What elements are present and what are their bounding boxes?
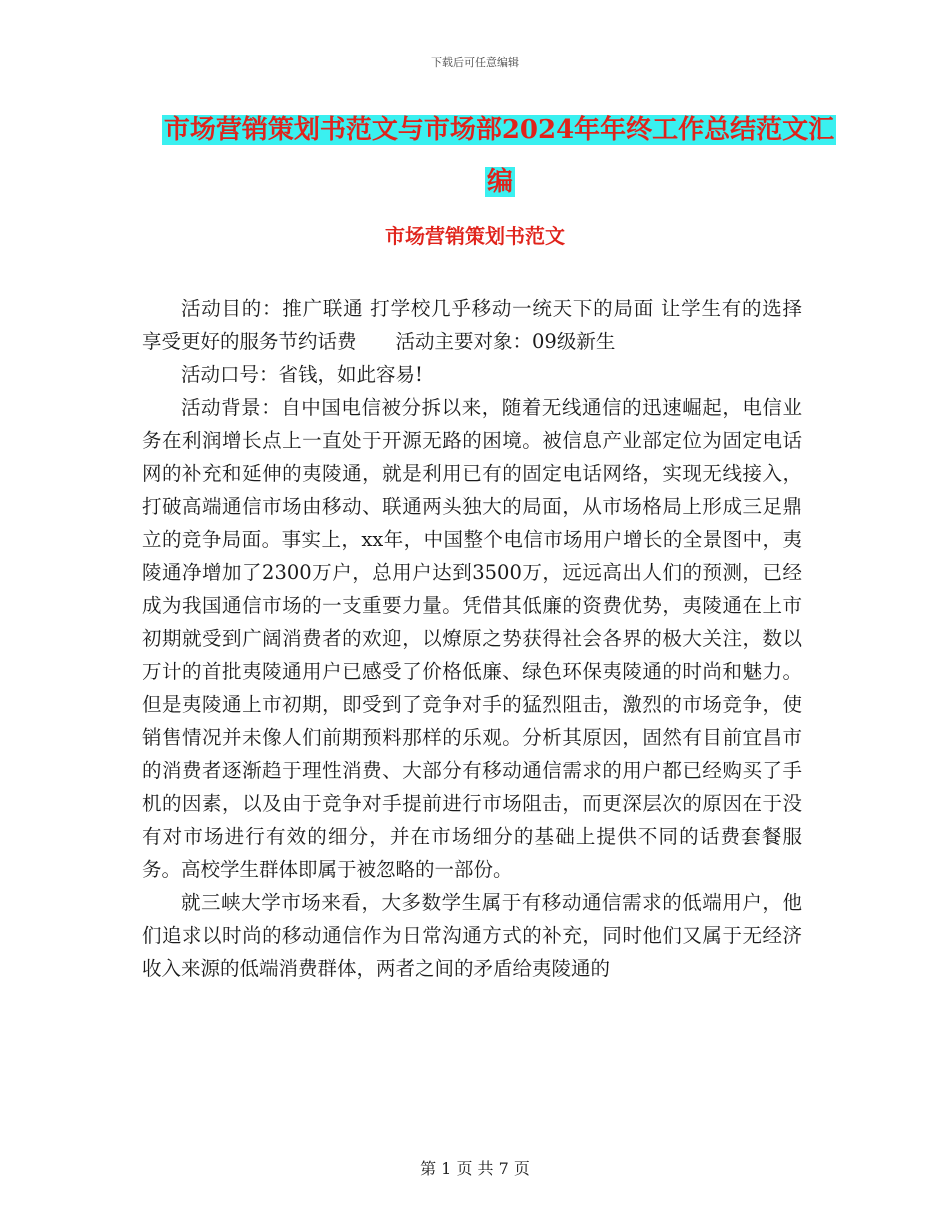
body-text [142, 292, 802, 985]
paragraph: 活动背景：自中国电信被分拆以来，随着无线通信的迅速崛起，电信业务在利润增长点上一直处于开源无路的困境。被信息产业部定位为固定电话网的补充和延伸的夷陵通，就是利用已有的固定电话网络，实现无线接入，打破高端通信市场由移动、联通两头独大的局面，从市场格局上形成三足鼎立的竞争局面。事实上，xx年，中国整个电信市场用户增长的全景图中，夷陵通净增加了2300万户，总用户达到3500万，远远高出人们的预测，已经成为我国通信市场的一支重要力量。凭借其低廉的资费优势，夷陵通在上市初期就受到广阔消费者的欢迎，以燎原之势获得社会各界的极大关注，数以万计的首批夷陵通用户已感受了价格低廉、绿色环保夷陵通的时尚和魅力。但是夷陵通上市初期，即受到了竞争对手的猛烈阻击，激烈的市场竞争，使销售情况并未像人们前期预料那样的乐观。分析其原因，固然有目前宜昌市的消费者逐渐趋于理性消费、大部分有移动通信需求的用户都已经购买了手机的因素，以及由于竞争对手提前进行市场阻击，而更深层次的原因在于没有对市场进行有效的细分，并在市场细分的基础上提供不同的话费套餐服务。高校学生群体即属于被忽略的一部份。 [142, 396, 802, 881]
document-title-text: 市场营销策划书范文与市场部2024年年终工作总结范文汇编 [163, 115, 835, 197]
document-title [150, 104, 850, 208]
paragraph: 就三峡大学市场来看，大多数学生属于有移动通信需求的低端用户，他们追求以时尚的移动通信作为日常沟通方式的补充，同时他们又属于无经济收入来源的低端消费群体，两者之间的矛盾给夷陵通的 [142, 891, 802, 980]
section-title: 市场营销策划书范文 [385, 224, 565, 248]
page-footer: 第 1 页 共 7 页 [420, 1159, 530, 1178]
paragraph: 活动目的：推广联通 打学校几乎移动一统天下的局面 让学生有的选择 享受更好的服务节约话费 活动主要对象：09级新生 [142, 297, 802, 353]
paragraph: 活动口号：省钱，如此容易! [181, 363, 423, 386]
header-note: 下载后可任意编辑 [431, 56, 519, 69]
